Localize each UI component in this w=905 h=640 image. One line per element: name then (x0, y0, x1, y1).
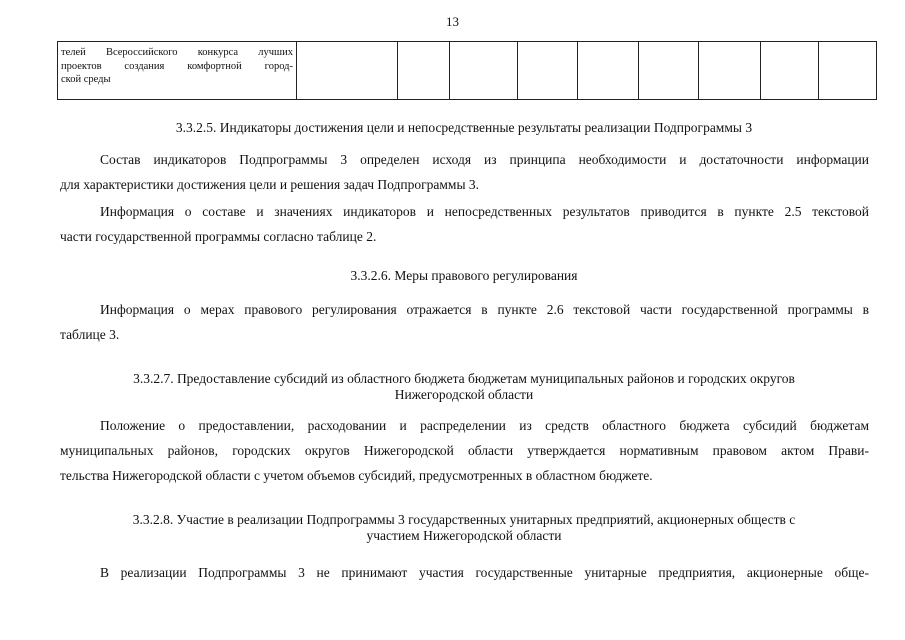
paragraph-line: Информация о составе и значениях индикаторов и непосредственных результатов приводится в пункте 2.5 текстовой (100, 204, 869, 219)
table-row (58, 42, 877, 100)
table-cell-empty (761, 42, 819, 100)
table-cell-line: ской среды (61, 74, 111, 85)
paragraph-line: части государственной программы согласно таблице 2. (60, 229, 377, 244)
heading-line: 3.3.2.7. Предоставление субсидий из областного бюджета бюджетам муниципальных районов и городских округов (133, 371, 795, 386)
paragraph-line: муниципальных районов, городских округов Нижегородской области утверждается нормативным правовом актом Прави- (60, 443, 869, 458)
table-cell-empty (699, 42, 761, 100)
section-heading-3326: 3.3.2.6. Меры правового регулирования (350, 268, 578, 283)
table-cell-empty (578, 42, 639, 100)
paragraph-line: В реализации Подпрограммы 3 не принимают участия государственные унитарные предприятия, акционерные обще- (100, 565, 869, 580)
continuation-table (57, 41, 877, 100)
paragraph-line: тельства Нижегородской области с учетом объемов субсидий, предусмотренных в областном бюджете. (60, 468, 653, 483)
table-cell-line: телей Всероссийского конкурса лучших (61, 47, 293, 58)
paragraph-state-enterprises (60, 560, 869, 585)
table-cell-description (58, 42, 297, 100)
section-heading-3327 (60, 371, 868, 403)
page-number: 13 (446, 14, 459, 29)
paragraph-line: таблице 3. (60, 327, 120, 342)
paragraph-subsidies (60, 413, 869, 488)
section-heading-3325: 3.3.2.5. Индикаторы достижения цели и непосредственные результаты реализации Подпрограммы 3 (175, 120, 753, 135)
table-cell-empty (398, 42, 450, 100)
table-cell-empty (297, 42, 398, 100)
section-heading-3328 (60, 512, 868, 544)
table-cell-empty (639, 42, 699, 100)
table-cell-empty (450, 42, 518, 100)
paragraph-indicators-composition (60, 147, 869, 197)
heading-line: Нижегородской области (394, 387, 534, 402)
table-cell-empty (819, 42, 877, 100)
heading-line: 3.3.2.8. Участие в реализации Подпрограммы 3 государственных унитарных предприятий, акционерных обществ с (132, 512, 796, 527)
table-cell-line: проектов создания комфортной город- (61, 60, 293, 72)
paragraph-line: Положение о предоставлении, расходовании и распределении из средств областного бюджета субсидий бюджетам (100, 418, 869, 433)
heading-line: участием Нижегородской области (366, 528, 562, 543)
paragraph-line: Состав индикаторов Подпрограммы 3 определен исходя из принципа необходимости и достаточности информации (100, 152, 869, 167)
paragraph-line: Информация о мерах правового регулирования отражается в пункте 2.6 текстовой части государственной программы в (100, 302, 869, 317)
paragraph-indicators-info (60, 199, 869, 249)
paragraph-line: для характеристики достижения цели и решения задач Подпрограммы 3. (60, 177, 480, 192)
paragraph-legal-regulation (60, 297, 869, 347)
table-cell-empty (518, 42, 578, 100)
